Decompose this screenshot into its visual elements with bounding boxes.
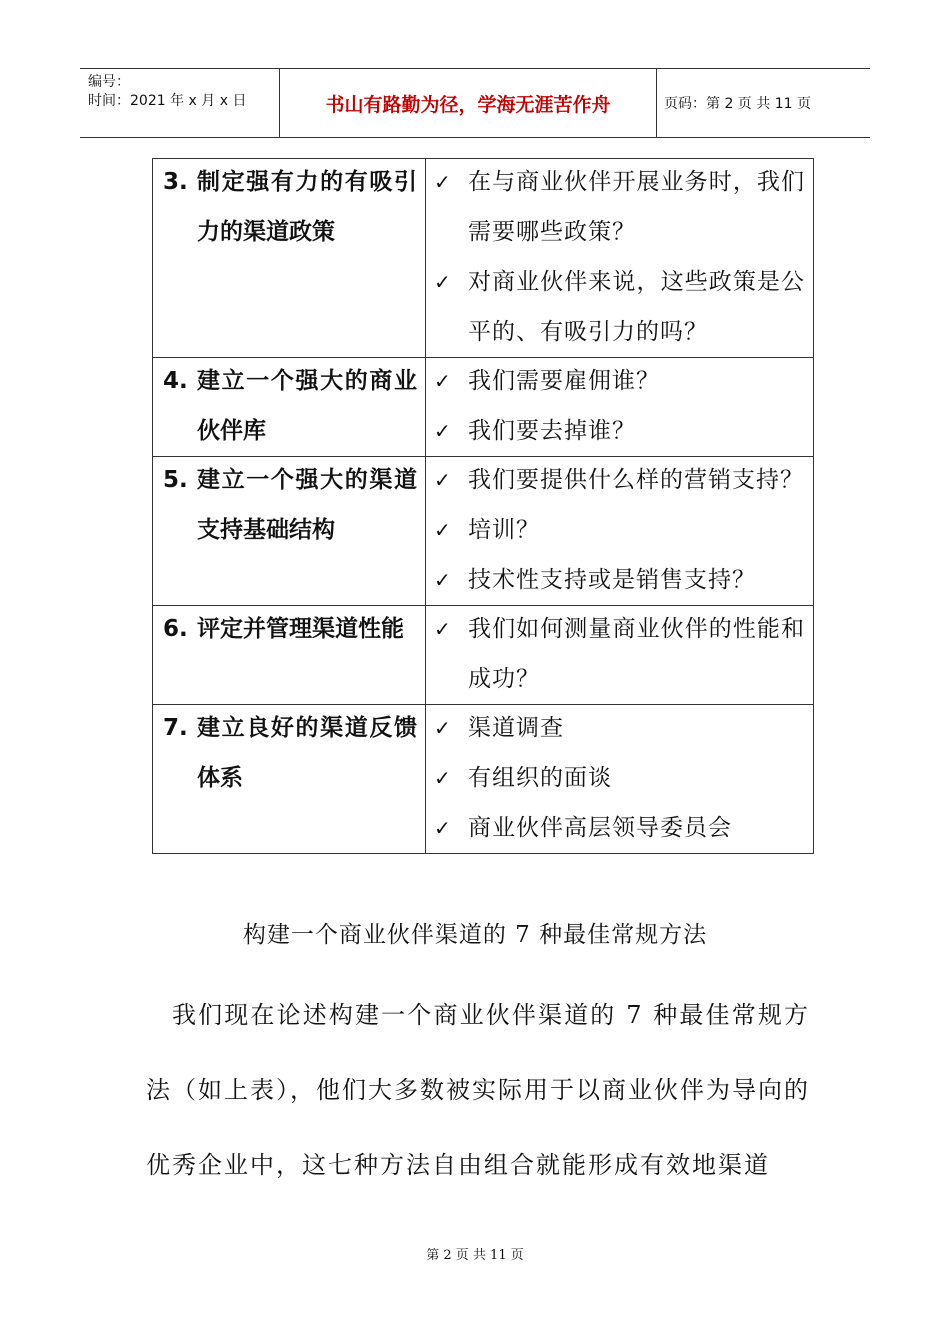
table-row [153,606,814,705]
method-number: 4. [163,368,188,394]
checkmark-icon: ✓ [434,716,451,740]
method-number: 7. [163,715,188,741]
question-text: 商业伙伴高层领导委员会 [468,815,732,841]
question-text: 培训？ [468,517,540,543]
question-item [434,604,805,704]
method-cell [153,457,426,606]
method-number: 6. [163,616,188,642]
method-title-text: 建立一个强大的商业伙伴库 [197,368,417,444]
table-row [153,358,814,457]
checkmark-icon: ✓ [434,518,451,542]
table-row [153,159,814,358]
checkmark-icon: ✓ [434,816,451,840]
methods-table [152,158,814,854]
question-text: 我们要去掉谁？ [468,418,636,444]
method-title [153,346,425,456]
question-item [434,753,805,803]
question-item [434,803,805,853]
method-cell [153,358,426,457]
question-text: 我们如何测量商业伙伴的性能和成功？ [468,616,805,692]
question-text: 有组织的面谈 [468,765,612,791]
question-text: 对商业伙伴来说，这些政策是公平的、有吸引力的吗？ [468,269,805,345]
questions-cell [426,358,814,457]
question-item [434,157,805,257]
question-text: 我们需要雇佣谁？ [468,368,660,394]
question-item [434,257,805,357]
question-item [434,356,805,406]
number-label: 编号： [88,74,130,90]
method-number: 3. [163,169,188,195]
header-meta [80,69,280,137]
question-item [434,505,805,555]
method-title-text: 建立良好的渠道反馈体系 [197,715,417,791]
question-item [434,555,805,605]
checkmark-icon: ✓ [434,369,451,393]
checkmark-icon: ✓ [434,419,451,443]
method-cell [153,606,426,705]
method-title [153,594,425,654]
method-number: 5. [163,467,188,493]
method-cell [153,159,426,358]
questions-cell [426,457,814,606]
table-row [153,705,814,854]
table-caption: 构建一个商业伙伴渠道的 7 种最佳常规方法 [242,922,708,948]
header-page-info: 页码：第 2 页 共 11 页 [664,96,811,112]
checkmark-icon: ✓ [434,270,451,294]
checkmark-icon: ✓ [434,766,451,790]
checkmark-icon: ✓ [434,468,451,492]
checkmark-icon: ✓ [434,170,451,194]
question-text: 渠道调查 [468,715,564,741]
method-title-text: 评定并管理渠道性能 [197,616,404,642]
method-title [153,147,425,257]
header-motto: 书山有路勤为径，学海无涯苦作舟 [280,69,657,137]
question-item [434,703,805,753]
method-title [153,445,425,555]
date-label: 时间：2021 年 x 月 x 日 [88,93,247,109]
method-title [153,693,425,803]
checkmark-icon: ✓ [434,617,451,641]
question-text: 技术性支持或是销售支持？ [468,567,756,593]
question-item [434,455,805,505]
method-title-text: 建立一个强大的渠道支持基础结构 [197,467,417,543]
question-text: 我们要提供什么样的营销支持？ [468,467,804,493]
body-paragraph: 我们现在论述构建一个商业伙伴渠道的 7 种最佳常规方法（如上表），他们大多数被实际用于以商业伙伴为导向的优秀企业中，这七种方法自由组合就能形成有效地渠道 [146,1001,810,1179]
questions-cell [426,159,814,358]
method-title-text: 制定强有力的有吸引力的渠道政策 [197,169,417,245]
questions-cell [426,606,814,705]
question-item [434,406,805,456]
questions-cell [426,705,814,854]
checkmark-icon: ✓ [434,568,451,592]
method-cell [153,705,426,854]
table-row [153,457,814,606]
page-header [80,68,870,138]
question-text: 在与商业伙伴开展业务时，我们需要哪些政策？ [468,169,805,245]
page-footer: 第 2 页 共 11 页 [426,1248,524,1263]
